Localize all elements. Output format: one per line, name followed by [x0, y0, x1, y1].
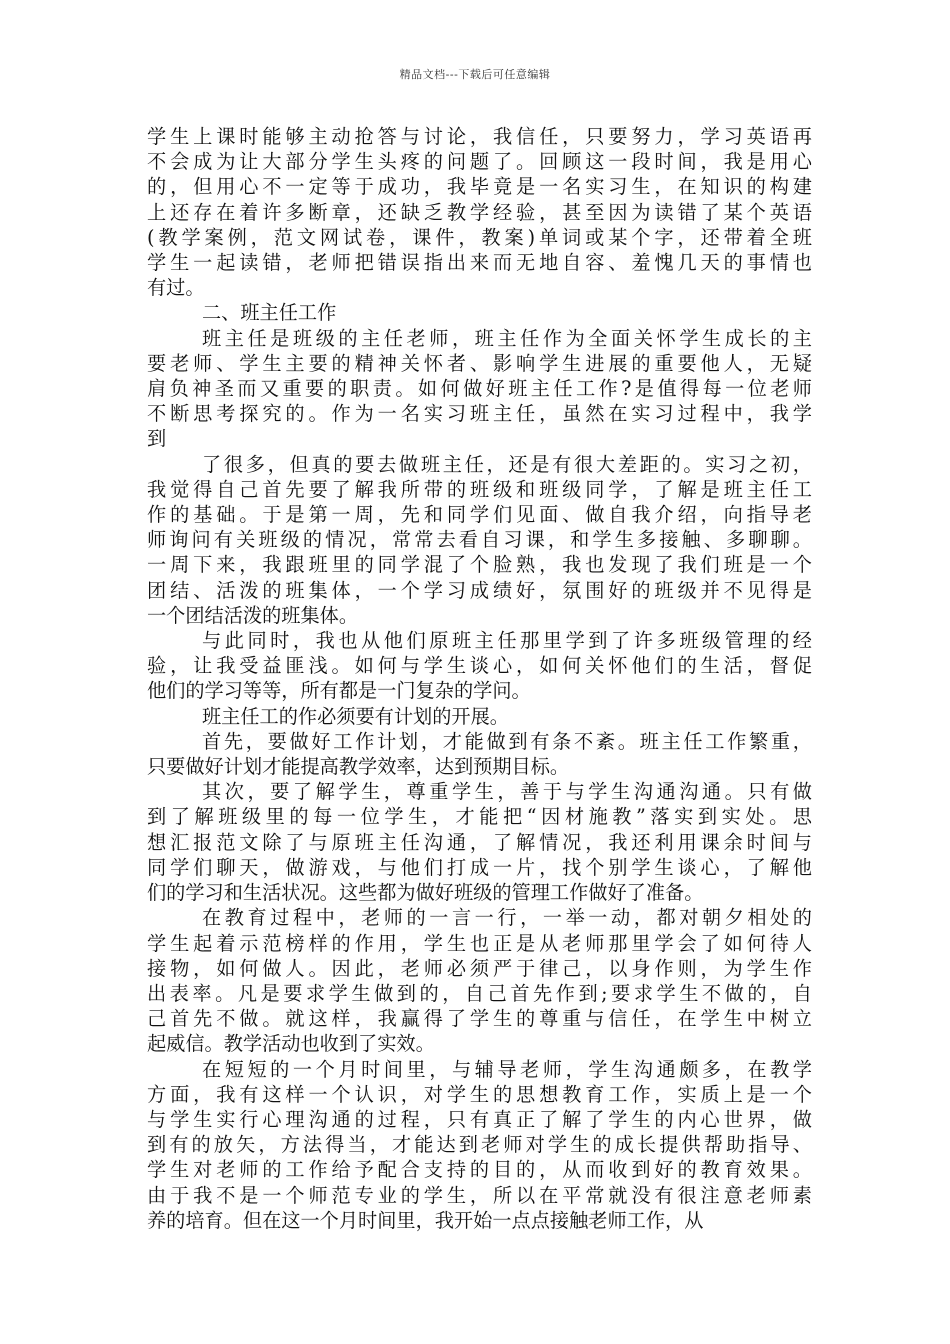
text-line: 首先，要做好工作计划，才能做到有条不紊。班主任工作繁重， — [202, 729, 812, 753]
text-line: 在短短的一个月时间里，与辅导老师，学生沟通颇多，在教学 — [202, 1057, 812, 1081]
text-line: 想汇报范文除了与原班主任沟通，了解情况，我还利用课余时间与 — [147, 830, 812, 854]
paragraph — [147, 779, 812, 905]
text-line: 一周下来，我跟班里的同学混了个脸熟，我也发现了我们班是一个 — [147, 553, 812, 577]
text-line: 学生上课时能够主动抢答与讨论，我信任，只要努力，学习英语再 — [147, 125, 812, 148]
text-line: 到了解班级里的每一位学生，才能把“因材施教”落实到实处。思 — [147, 805, 812, 829]
text-line: 不会成为让大部分学生头疼的问题了。回顾这一段时间，我是用心 — [147, 150, 812, 174]
document-body — [147, 124, 812, 1233]
page-header: 精品文档---下载后可任意编辑 — [399, 68, 551, 81]
text-line: 一个团结活泼的班集体。 — [147, 603, 359, 627]
text-line: 起威信。教学活动也收到了实效。 — [147, 1032, 435, 1056]
text-line: 只要做好计划才能提高教学效率，达到预期目标。 — [147, 755, 570, 779]
paragraph — [147, 905, 812, 1056]
text-line: 了很多，但真的要去做班主任，还是有很大差距的。实习之初， — [202, 452, 812, 476]
text-line: 他们的学习等等，所有都是一门复杂的学问。 — [147, 679, 531, 703]
text-line: 学生一起读错，老师把错误指出来而无地自容、羞愧几天的事情也 — [147, 251, 812, 275]
text-line: 己首先不做。就这样，我赢得了学生的尊重与信任，在学生中树立 — [147, 1007, 812, 1031]
paragraph — [147, 628, 812, 704]
text-line: 班主任是班级的主任老师，班主任作为全面关怀学生成长的主 — [202, 326, 812, 350]
paragraph — [147, 452, 812, 628]
text-line: 到有的放矢，方法得当，才能达到老师对学生的成长提供帮助指导、 — [147, 1133, 812, 1157]
text-line: 的，但用心不一定等于成功，我毕竟是一名实习生，在知识的构建 — [147, 175, 812, 199]
text-line: 与此同时，我也从他们原班主任那里学到了许多班级管理的经 — [202, 629, 812, 653]
text-line: 养的培育。但在这一个月时间里，我开始一点点接触老师工作，从 — [147, 1208, 704, 1232]
text-line: 师询问有关班级的情况，常常去看自习课，和学生多接触、多聊聊。 — [147, 528, 812, 552]
text-line: 学生对老师的工作给予配合支持的目的，从而收到好的教育效果。 — [147, 1158, 812, 1182]
paragraph — [147, 124, 812, 300]
text-line: 班主任工的作必须要有计划的开展。 — [202, 704, 509, 728]
text-line: 到 — [147, 427, 167, 451]
text-line: 有过。 — [147, 276, 205, 300]
text-line: 学生起着示范榜样的作用，学生也正是从老师那里学会了如何待人 — [147, 931, 812, 955]
text-line: 要老师、学生主要的精神关怀者、影响学生进展的重要他人，无疑 — [147, 351, 812, 375]
text-line: 们的学习和生活状况。这些都为做好班级的管理工作做好了准备。 — [147, 881, 704, 905]
text-line: 其次，要了解学生，尊重学生，善于与学生沟通沟通。只有做 — [202, 780, 812, 804]
text-line: 团结、活泼的班集体，一个学习成绩好，氛围好的班级并不见得是 — [147, 578, 812, 602]
text-line: 上还存在着许多断章，还缺乏教学经验，甚至因为读错了某个英语 — [147, 200, 812, 224]
text-line: 我觉得自己首先要了解我所带的班级和班级同学，了解是班主任工 — [147, 477, 812, 501]
paragraph — [147, 1057, 812, 1233]
paragraph — [147, 729, 812, 779]
text-line: (教学案例，范文网试卷，课件，教案)单词或某个字，还带着全班 — [147, 225, 812, 249]
text-line: 肩负神圣而又重要的职责。如何做好班主任工作?是值得每一位老师 — [147, 377, 812, 401]
text-line: 验，让我受益匪浅。如何与学生谈心，如何关怀他们的生活，督促 — [147, 654, 812, 678]
text-line: 与学生实行心理沟通的过程，只有真正了解了学生的内心世界，做 — [147, 1107, 812, 1131]
text-line: 方面，我有这样一个认识，对学生的思想教育工作，实质上是一个 — [147, 1082, 812, 1106]
text-line: 不断思考探究的。作为一名实习班主任，虽然在实习过程中，我学 — [147, 402, 812, 426]
text-line: 由于我不是一个师范专业的学生，所以在平常就没有很注意老师素 — [147, 1183, 812, 1207]
text-line: 同学们聊天，做游戏，与他们打成一片，找个别学生谈心，了解他 — [147, 855, 812, 879]
text-line: 接物，如何做人。因此，老师必须严于律己，以身作则，为学生作 — [147, 956, 812, 980]
text-line: 作的基础。于是第一周，先和同学们见面、做自我介绍，向指导老 — [147, 503, 812, 527]
paragraph — [147, 326, 812, 452]
text-line: 在教育过程中，老师的一言一行，一举一动，都对朝夕相处的 — [202, 906, 812, 930]
paragraph — [147, 300, 812, 325]
text-line: 二、班主任工作 — [202, 301, 337, 325]
text-line: 出表率。凡是要求学生做到的，自己首先作到;要求学生不做的，自 — [147, 981, 812, 1005]
paragraph — [147, 704, 812, 729]
